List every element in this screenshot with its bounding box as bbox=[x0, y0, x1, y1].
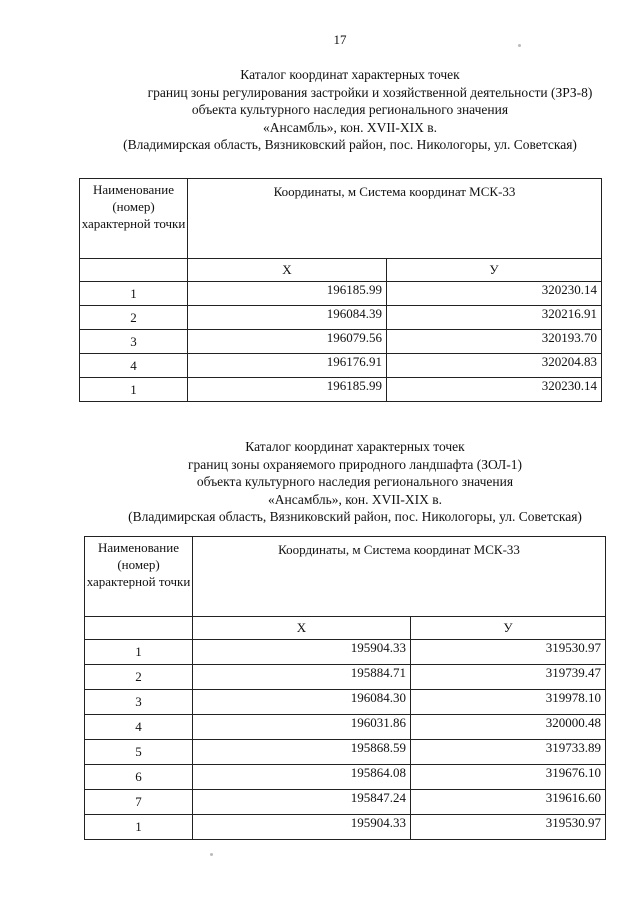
catalog2-heading-line: границ зоны охраняемого природного ландшафта (ЗОЛ-1) bbox=[187, 456, 523, 472]
y-coordinate-cell: 320193.70 bbox=[387, 330, 602, 354]
catalog1-heading-line: «Ансамбль», кон. XVII-XIX в. bbox=[262, 119, 438, 135]
y-coordinate-cell: 320230.14 bbox=[387, 378, 602, 402]
x-coordinate-cell: 196185.99 bbox=[188, 282, 387, 306]
y-coordinate-cell: 319978.10 bbox=[411, 690, 606, 715]
point-number-cell: 6 bbox=[85, 765, 193, 790]
table-row bbox=[85, 690, 606, 715]
y-coordinate-cell: 319530.97 bbox=[411, 640, 606, 665]
col-y-header: У bbox=[387, 259, 602, 282]
catalog2-heading-line: Каталог координат характерных точек bbox=[245, 439, 465, 454]
catalog1-heading-line: объекта культурного наследия регионального значения bbox=[191, 102, 509, 117]
x-coordinate-cell: 196084.30 bbox=[193, 690, 411, 715]
table-row bbox=[80, 306, 602, 330]
x-coordinate-cell: 195868.59 bbox=[193, 740, 411, 765]
table-row bbox=[85, 665, 606, 690]
catalog1-heading bbox=[90, 66, 610, 154]
table-row bbox=[85, 740, 606, 765]
catalog1-heading-line: Каталог координат характерных точек bbox=[240, 67, 460, 82]
y-coordinate-cell: 319733.89 bbox=[411, 740, 606, 765]
point-number-cell: 3 bbox=[80, 330, 188, 354]
y-coordinate-cell: 320230.14 bbox=[387, 282, 602, 306]
y-coordinate-cell: 320000.48 bbox=[411, 715, 606, 740]
empty-subheader bbox=[85, 617, 193, 640]
catalog2-heading-line: (Владимирская область, Вязниковский район, пос. Никологоры, ул. Советская) bbox=[128, 509, 582, 524]
point-number-cell: 5 bbox=[85, 740, 193, 765]
col-x-header: Х bbox=[188, 259, 387, 282]
point-number-cell: 4 bbox=[85, 715, 193, 740]
point-number-cell: 4 bbox=[80, 354, 188, 378]
table-row bbox=[85, 715, 606, 740]
col-x-header: Х bbox=[193, 617, 411, 640]
col-name-header: Наименование (номер) характерной точки bbox=[85, 537, 193, 617]
catalog2-table bbox=[84, 536, 606, 840]
point-number-cell: 1 bbox=[80, 282, 188, 306]
scan-speck bbox=[210, 853, 213, 856]
y-coordinate-cell: 319616.60 bbox=[411, 790, 606, 815]
x-coordinate-cell: 196176.91 bbox=[188, 354, 387, 378]
table-row bbox=[85, 790, 606, 815]
x-coordinate-cell: 195884.71 bbox=[193, 665, 411, 690]
page-number: 17 bbox=[333, 32, 347, 47]
col-y-header: У bbox=[411, 617, 606, 640]
point-number-cell: 1 bbox=[85, 815, 193, 840]
x-coordinate-cell: 196079.56 bbox=[188, 330, 387, 354]
table-row bbox=[80, 378, 602, 402]
x-coordinate-cell: 196185.99 bbox=[188, 378, 387, 402]
point-number-cell: 2 bbox=[85, 665, 193, 690]
x-coordinate-cell: 196031.86 bbox=[193, 715, 411, 740]
empty-subheader bbox=[80, 259, 188, 282]
table-row bbox=[80, 354, 602, 378]
col-name-header: Наименование (номер) характерной точки bbox=[80, 179, 188, 259]
catalog2-heading bbox=[95, 438, 615, 526]
x-coordinate-cell: 195864.08 bbox=[193, 765, 411, 790]
y-coordinate-cell: 320204.83 bbox=[387, 354, 602, 378]
x-coordinate-cell: 195904.33 bbox=[193, 640, 411, 665]
table-row bbox=[85, 765, 606, 790]
point-number-cell: 2 bbox=[80, 306, 188, 330]
catalog2-heading-line: «Ансамбль», кон. XVII-XIX в. bbox=[267, 491, 443, 507]
y-coordinate-cell: 320216.91 bbox=[387, 306, 602, 330]
point-number-cell: 1 bbox=[85, 640, 193, 665]
table-row bbox=[85, 640, 606, 665]
x-coordinate-cell: 195847.24 bbox=[193, 790, 411, 815]
y-coordinate-cell: 319530.97 bbox=[411, 815, 606, 840]
scan-speck bbox=[518, 44, 521, 47]
col-coords-header: Координаты, м Система координат МСК-33 bbox=[188, 179, 602, 259]
point-number-cell: 1 bbox=[80, 378, 188, 402]
table-row bbox=[80, 330, 602, 354]
table-row bbox=[80, 282, 602, 306]
catalog1-table bbox=[79, 178, 602, 402]
point-number-cell: 3 bbox=[85, 690, 193, 715]
catalog1-heading-line: границ зоны регулирования застройки и хозяйственной деятельности (ЗРЗ-8) bbox=[147, 84, 593, 100]
col-coords-header: Координаты, м Система координат МСК-33 bbox=[193, 537, 606, 617]
y-coordinate-cell: 319676.10 bbox=[411, 765, 606, 790]
table-row bbox=[85, 815, 606, 840]
x-coordinate-cell: 195904.33 bbox=[193, 815, 411, 840]
y-coordinate-cell: 319739.47 bbox=[411, 665, 606, 690]
point-number-cell: 7 bbox=[85, 790, 193, 815]
x-coordinate-cell: 196084.39 bbox=[188, 306, 387, 330]
catalog2-heading-line: объекта культурного наследия регионального значения bbox=[196, 474, 514, 489]
catalog1-heading-line: (Владимирская область, Вязниковский район, пос. Никологоры, ул. Советская) bbox=[123, 137, 577, 152]
